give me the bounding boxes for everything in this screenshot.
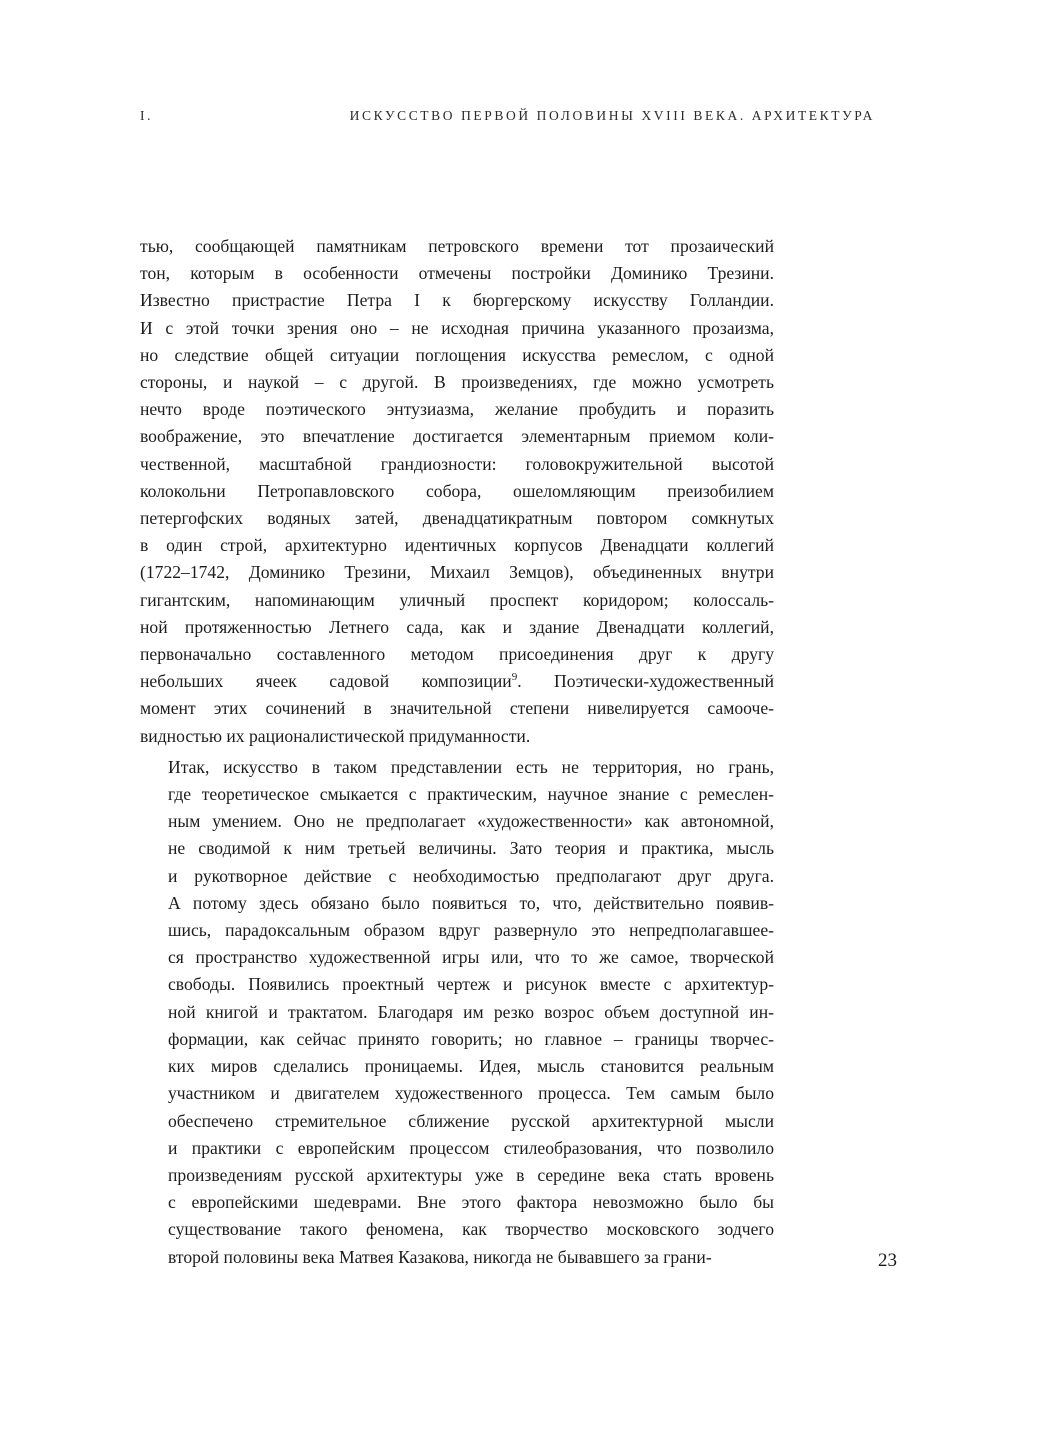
text-line: тон, которым в особенности отмечены постройки Доминико Трезини. — [140, 263, 774, 284]
text-line — [140, 668, 774, 695]
text-line: произведениям русской архитектуры уже в середине века стать вровень — [168, 1164, 774, 1185]
text-line: стороны, и наукой – с другой. В произведениях, где можно усмотреть — [140, 372, 774, 393]
text-line: колокольни Петропавловского собора, ошеломляющим преизобилием — [140, 480, 774, 501]
text-line: ным умением. Оно не предполагает «художественности» как автономной, — [168, 811, 774, 832]
footnote-marker[interactable]: 9 — [511, 671, 518, 684]
text-line: первоначально составленного методом присоединения друг к другу — [140, 644, 774, 665]
chapter-number: I. — [140, 108, 154, 123]
page-number: 23 — [878, 1250, 897, 1271]
text-line: Итак, искусство в таком представлении есть не территория, но грань, — [168, 756, 774, 777]
text-line: ся пространство художественной игры или, что то же самое, творческой — [168, 947, 774, 968]
text-line: в один строй, архитектурно идентичных корпусов Двенадцати коллегий — [140, 535, 774, 556]
text-line: тью, сообщающей памятникам петровского времени тот прозаический — [140, 236, 774, 256]
text-line: с европейскими шедеврами. Вне этого фактора невозможно было бы — [168, 1192, 774, 1213]
text-line: ной протяженностью Летнего сада, как и здание Двенадцати коллегий, — [140, 616, 774, 637]
text-line: но следствие общей ситуации поглощения искусства ремеслом, с одной — [140, 344, 774, 365]
text-line: не сводимой к ним третьей величины. Зато теория и практика, мысль — [168, 838, 774, 859]
running-header — [140, 108, 875, 132]
text-line: воображение, это впечатление достигается элементарным приемом коли- — [140, 426, 774, 447]
text-line: (1722–1742, Доминико Трезини, Михаил Земцов), объединенных внутри — [140, 562, 774, 583]
text-line: ких миров сделались проницаемы. Идея, мысль становится реальным — [168, 1056, 774, 1077]
text-line: нечто вроде поэтического энтузиазма, желание пробудить и поразить — [140, 399, 774, 420]
text-line: Известно пристрастие Петра I к бюргерскому искусству Голландии. — [140, 290, 774, 311]
text-line: и практики с европейским процессом стилеобразования, что позволило — [168, 1137, 774, 1158]
text-line: петергофских водяных затей, двенадцатикратным повтором сомкнутых — [140, 508, 774, 529]
text-line: формации, как сейчас принято говорить; но главное – границы творчес- — [168, 1028, 774, 1049]
text-line: момент этих сочинений в значительной степени нивелируется самооче- — [140, 698, 774, 719]
line-text-rest: . Поэтически-художественный — [517, 671, 774, 692]
paragraph — [140, 754, 774, 1271]
text-line: ной книгой и трактатом. Благодаря им резко возрос объем доступной ин- — [168, 1001, 774, 1022]
text-line: И с этой точки зрения оно – не исходная причина указанного прозаизма, — [140, 317, 774, 338]
text-line: чественной, масштабной грандиозности: головокружительной высотой — [140, 453, 774, 474]
text-line: участником и двигателем художественного процесса. Тем самым было — [168, 1083, 774, 1104]
text-line: свободы. Появились проектный чертеж и рисунок вместе с архитектур- — [168, 974, 774, 995]
paragraph — [140, 233, 774, 750]
text-line: шись, парадоксальным образом вдруг развернуло это непредполагавшее- — [168, 920, 774, 941]
text-line: обеспечено стремительное сближение русской архитектурной мысли — [168, 1110, 774, 1131]
body-text — [140, 233, 774, 1271]
text-line: и рукотворное действие с необходимостью предполагают друг друга. — [168, 865, 774, 886]
text-line: видностью их рационалистической придуманности. — [140, 725, 531, 746]
text-line: А потому здесь обязано было появиться то, что, действительно появив- — [168, 892, 774, 913]
text-line: второй половины века Матвея Казакова, никогда не бывавшего за грани- — [168, 1246, 712, 1267]
chapter-title: ИСКУССТВО ПЕРВОЙ ПОЛОВИНЫ XVIII ВЕКА. АРХИТЕКТУРА — [349, 108, 875, 123]
text-line: где теоретическое смыкается с практическим, научное знание с ремеслен- — [168, 784, 774, 805]
text-line: существование такого феномена, как творчество московского зодчего — [168, 1219, 774, 1240]
text-line: гигантским, напоминающим уличный проспект коридором; колоссаль- — [140, 589, 774, 610]
line-text: небольших ячеек садовой композиции — [140, 671, 512, 692]
